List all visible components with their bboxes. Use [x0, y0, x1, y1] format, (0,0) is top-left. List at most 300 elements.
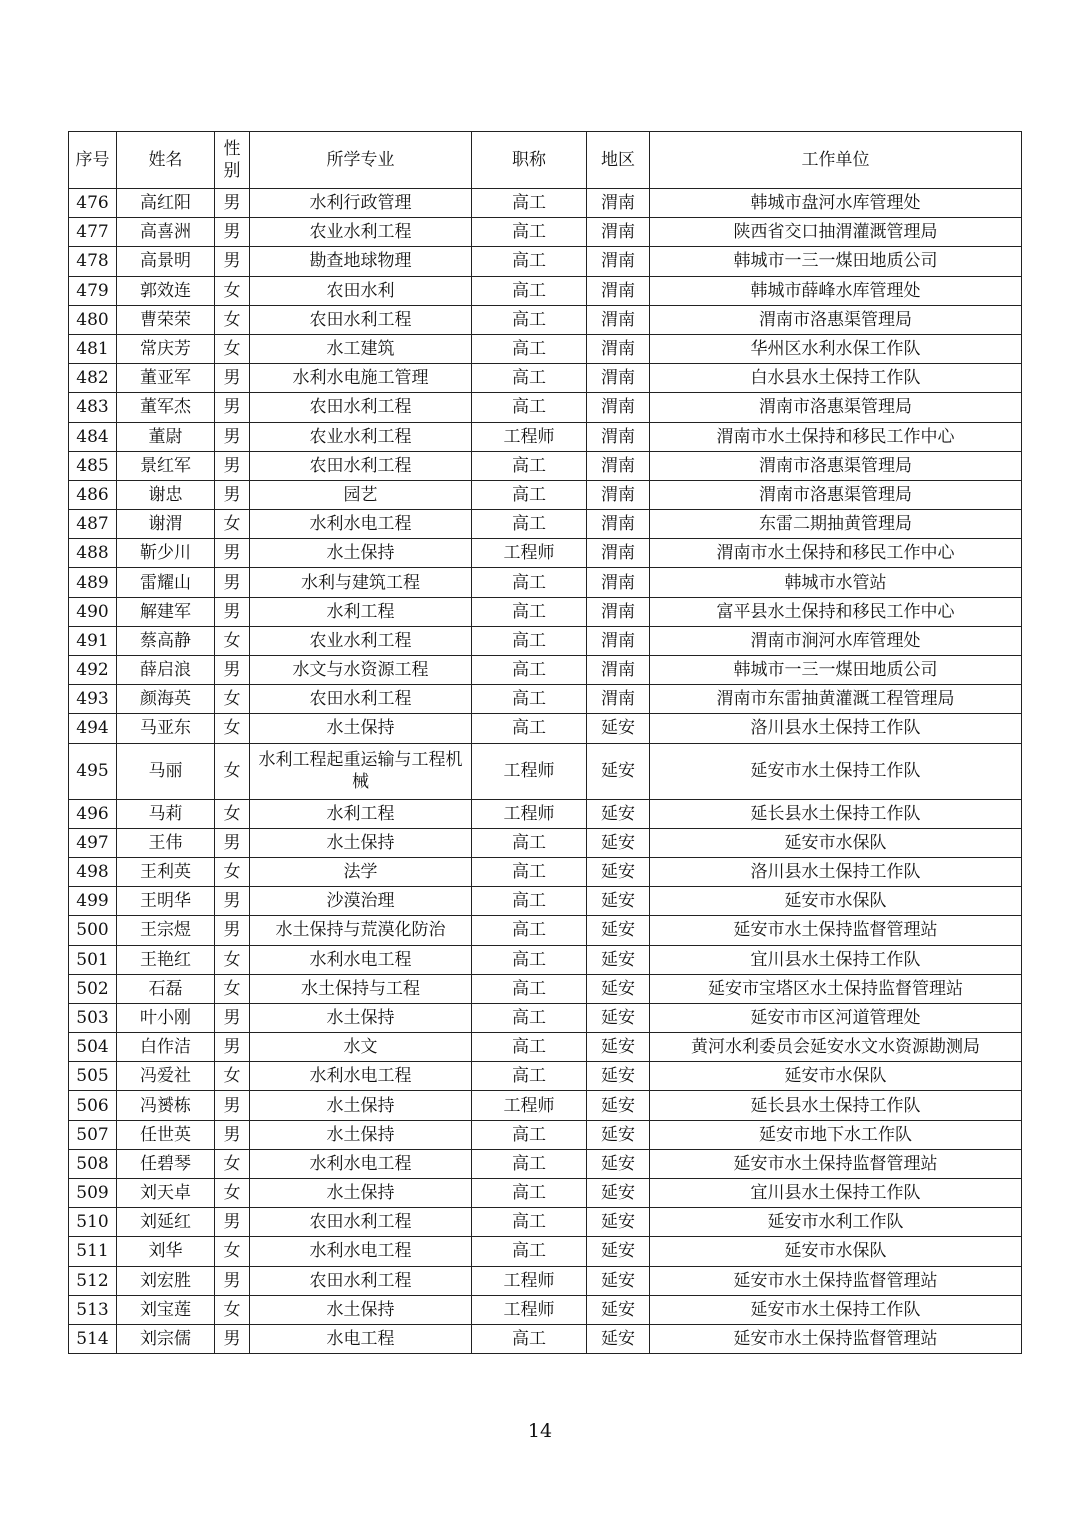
cell-seq: 497: [69, 828, 117, 857]
cell-gender: 男: [215, 656, 250, 685]
cell-name: 董亚军: [117, 364, 215, 393]
cell-name: 高喜洲: [117, 218, 215, 247]
cell-employer: 渭南市水土保持和移民工作中心: [650, 539, 1022, 568]
cell-title: 高工: [472, 480, 587, 509]
cell-title: 高工: [472, 1208, 587, 1237]
cell-region: 渭南: [587, 305, 650, 334]
cell-title: 工程师: [472, 422, 587, 451]
cell-major: 水土保持: [250, 1295, 472, 1324]
cell-employer: 延安市地下水工作队: [650, 1120, 1022, 1149]
cell-title: 工程师: [472, 743, 587, 799]
cell-title: 工程师: [472, 539, 587, 568]
table-row: [69, 568, 1022, 597]
cell-major: 农田水利工程: [250, 685, 472, 714]
cell-gender: 男: [215, 887, 250, 916]
cell-title: 高工: [472, 393, 587, 422]
cell-employer: 延安市水保队: [650, 1237, 1022, 1266]
cell-employer: 韩城市一三一煤田地质公司: [650, 247, 1022, 276]
cell-major: 水文: [250, 1033, 472, 1062]
cell-employer: 韩城市一三一煤田地质公司: [650, 656, 1022, 685]
cell-region: 渭南: [587, 247, 650, 276]
table-row: [69, 743, 1022, 799]
cell-seq: 483: [69, 393, 117, 422]
cell-title: 高工: [472, 656, 587, 685]
cell-gender: 女: [215, 1149, 250, 1178]
table-row: [69, 1091, 1022, 1120]
cell-region: 渭南: [587, 218, 650, 247]
table-row: [69, 1179, 1022, 1208]
cell-employer: 延安市水保队: [650, 887, 1022, 916]
cell-name: 高红阳: [117, 189, 215, 218]
cell-gender: 男: [215, 1091, 250, 1120]
cell-name: 刘宏胜: [117, 1266, 215, 1295]
table-row: [69, 189, 1022, 218]
table-row: [69, 247, 1022, 276]
cell-title: 高工: [472, 451, 587, 480]
cell-employer: 延长县水土保持工作队: [650, 799, 1022, 828]
header-major: 所学专业: [250, 132, 472, 189]
cell-title: 高工: [472, 189, 587, 218]
cell-major: 农田水利工程: [250, 451, 472, 480]
cell-region: 渭南: [587, 189, 650, 218]
cell-employer: 延安市水土保持监督管理站: [650, 1266, 1022, 1295]
cell-seq: 506: [69, 1091, 117, 1120]
cell-seq: 484: [69, 422, 117, 451]
cell-major: 水土保持: [250, 714, 472, 743]
cell-name: 郭效连: [117, 276, 215, 305]
cell-region: 渭南: [587, 597, 650, 626]
header-employer: 工作单位: [650, 132, 1022, 189]
header-name: 姓名: [117, 132, 215, 189]
table-row: [69, 276, 1022, 305]
cell-title: 高工: [472, 714, 587, 743]
cell-region: 延安: [587, 1033, 650, 1062]
cell-seq: 480: [69, 305, 117, 334]
cell-name: 马莉: [117, 799, 215, 828]
cell-major: 水利水电工程: [250, 945, 472, 974]
cell-gender: 女: [215, 1062, 250, 1091]
cell-gender: 男: [215, 1120, 250, 1149]
cell-seq: 489: [69, 568, 117, 597]
cell-name: 蔡高静: [117, 626, 215, 655]
cell-name: 颜海英: [117, 685, 215, 714]
cell-name: 刘宗儒: [117, 1324, 215, 1353]
cell-gender: 男: [215, 1266, 250, 1295]
cell-region: 延安: [587, 945, 650, 974]
cell-name: 王明华: [117, 887, 215, 916]
cell-employer: 渭南市洛惠渠管理局: [650, 305, 1022, 334]
cell-major: 农业水利工程: [250, 218, 472, 247]
cell-gender: 男: [215, 393, 250, 422]
table-row: [69, 364, 1022, 393]
cell-region: 延安: [587, 1324, 650, 1353]
cell-seq: 501: [69, 945, 117, 974]
header-region: 地区: [587, 132, 650, 189]
cell-gender: 男: [215, 364, 250, 393]
cell-seq: 512: [69, 1266, 117, 1295]
cell-seq: 476: [69, 189, 117, 218]
cell-title: 高工: [472, 364, 587, 393]
cell-gender: 男: [215, 218, 250, 247]
cell-name: 叶小刚: [117, 1003, 215, 1032]
cell-region: 渭南: [587, 276, 650, 305]
cell-name: 刘宝莲: [117, 1295, 215, 1324]
cell-major: 水利工程起重运输与工程机械: [250, 743, 472, 799]
cell-employer: 华州区水利水保工作队: [650, 334, 1022, 363]
table-row: [69, 857, 1022, 886]
cell-employer: 韩城市盘河水库管理处: [650, 189, 1022, 218]
cell-seq: 493: [69, 685, 117, 714]
cell-title: 高工: [472, 1062, 587, 1091]
cell-title: 工程师: [472, 1266, 587, 1295]
table-row: [69, 945, 1022, 974]
cell-name: 景红军: [117, 451, 215, 480]
cell-name: 谢渭: [117, 510, 215, 539]
cell-name: 冯赟栋: [117, 1091, 215, 1120]
cell-employer: 延安市市区河道管理处: [650, 1003, 1022, 1032]
cell-major: 水利水电工程: [250, 1237, 472, 1266]
cell-name: 石磊: [117, 974, 215, 1003]
cell-name: 雷耀山: [117, 568, 215, 597]
cell-employer: 渭南市洛惠渠管理局: [650, 480, 1022, 509]
cell-name: 王艳红: [117, 945, 215, 974]
table-row: [69, 334, 1022, 363]
cell-title: 工程师: [472, 799, 587, 828]
cell-name: 王宗煜: [117, 916, 215, 945]
cell-title: 工程师: [472, 1295, 587, 1324]
table-row: [69, 1208, 1022, 1237]
table-row: [69, 799, 1022, 828]
cell-gender: 女: [215, 857, 250, 886]
cell-region: 渭南: [587, 510, 650, 539]
cell-major: 水利工程: [250, 799, 472, 828]
cell-major: 水土保持: [250, 539, 472, 568]
cell-gender: 女: [215, 626, 250, 655]
cell-major: 水土保持: [250, 1120, 472, 1149]
cell-employer: 延安市水土保持监督管理站: [650, 1149, 1022, 1178]
cell-region: 延安: [587, 1120, 650, 1149]
cell-seq: 502: [69, 974, 117, 1003]
cell-seq: 498: [69, 857, 117, 886]
cell-gender: 男: [215, 480, 250, 509]
table-row: [69, 828, 1022, 857]
table-row: [69, 305, 1022, 334]
table-row: [69, 218, 1022, 247]
cell-gender: 男: [215, 451, 250, 480]
cell-name: 高景明: [117, 247, 215, 276]
cell-gender: 女: [215, 974, 250, 1003]
cell-name: 任世英: [117, 1120, 215, 1149]
cell-region: 渭南: [587, 656, 650, 685]
cell-seq: 492: [69, 656, 117, 685]
cell-name: 谢忠: [117, 480, 215, 509]
table-row: [69, 451, 1022, 480]
cell-region: 延安: [587, 1149, 650, 1178]
cell-title: 高工: [472, 1149, 587, 1178]
cell-name: 刘天卓: [117, 1179, 215, 1208]
cell-region: 渭南: [587, 364, 650, 393]
cell-employer: 延安市水土保持监督管理站: [650, 916, 1022, 945]
cell-title: 高工: [472, 626, 587, 655]
cell-region: 渭南: [587, 451, 650, 480]
cell-seq: 510: [69, 1208, 117, 1237]
cell-gender: 男: [215, 568, 250, 597]
cell-employer: 渭南市水土保持和移民工作中心: [650, 422, 1022, 451]
table-row: [69, 1033, 1022, 1062]
cell-employer: 陕西省交口抽渭灌溉管理局: [650, 218, 1022, 247]
table-row: [69, 539, 1022, 568]
header-seq: 序号: [69, 132, 117, 189]
cell-seq: 485: [69, 451, 117, 480]
cell-region: 延安: [587, 1266, 650, 1295]
cell-employer: 韩城市水管站: [650, 568, 1022, 597]
cell-employer: 渭南市东雷抽黄灌溉工程管理局: [650, 685, 1022, 714]
table-row: [69, 1003, 1022, 1032]
page-number: 14: [527, 1420, 553, 1442]
cell-gender: 女: [215, 1295, 250, 1324]
table-row: [69, 916, 1022, 945]
cell-title: 高工: [472, 597, 587, 626]
table-row: [69, 1120, 1022, 1149]
table-row: [69, 510, 1022, 539]
roster-body: [69, 189, 1022, 1354]
cell-gender: 男: [215, 916, 250, 945]
cell-title: 高工: [472, 247, 587, 276]
cell-major: 农业水利工程: [250, 422, 472, 451]
header-row: [69, 132, 1022, 189]
cell-title: 高工: [472, 218, 587, 247]
cell-gender: 女: [215, 334, 250, 363]
cell-name: 王利英: [117, 857, 215, 886]
cell-name: 任碧琴: [117, 1149, 215, 1178]
cell-name: 常庆芳: [117, 334, 215, 363]
cell-region: 延安: [587, 857, 650, 886]
cell-major: 农田水利工程: [250, 305, 472, 334]
cell-employer: 延安市水土保持监督管理站: [650, 1324, 1022, 1353]
cell-seq: 508: [69, 1149, 117, 1178]
cell-seq: 482: [69, 364, 117, 393]
cell-region: 延安: [587, 743, 650, 799]
cell-region: 延安: [587, 916, 650, 945]
cell-title: 高工: [472, 1237, 587, 1266]
cell-major: 农田水利工程: [250, 1208, 472, 1237]
cell-gender: 女: [215, 510, 250, 539]
cell-employer: 宜川县水土保持工作队: [650, 1179, 1022, 1208]
cell-region: 延安: [587, 1179, 650, 1208]
cell-region: 渭南: [587, 393, 650, 422]
cell-major: 农业水利工程: [250, 626, 472, 655]
table-row: [69, 626, 1022, 655]
cell-major: 农田水利: [250, 276, 472, 305]
cell-major: 水文与水资源工程: [250, 656, 472, 685]
cell-major: 水利水电工程: [250, 1062, 472, 1091]
cell-major: 水土保持: [250, 1003, 472, 1032]
cell-employer: 白水县水土保持工作队: [650, 364, 1022, 393]
cell-title: 高工: [472, 828, 587, 857]
cell-name: 马亚东: [117, 714, 215, 743]
table-row: [69, 1237, 1022, 1266]
table-row: [69, 1062, 1022, 1091]
cell-employer: 黄河水利委员会延安水文水资源勘测局: [650, 1033, 1022, 1062]
cell-seq: 495: [69, 743, 117, 799]
cell-region: 延安: [587, 799, 650, 828]
cell-region: 渭南: [587, 480, 650, 509]
cell-major: 水电工程: [250, 1324, 472, 1353]
cell-name: 解建军: [117, 597, 215, 626]
cell-seq: 496: [69, 799, 117, 828]
cell-major: 水利水电施工管理: [250, 364, 472, 393]
table-row: [69, 597, 1022, 626]
table-row: [69, 887, 1022, 916]
cell-major: 农田水利工程: [250, 393, 472, 422]
cell-seq: 491: [69, 626, 117, 655]
cell-gender: 男: [215, 1324, 250, 1353]
cell-major: 水利水电工程: [250, 510, 472, 539]
cell-seq: 490: [69, 597, 117, 626]
cell-major: 水利工程: [250, 597, 472, 626]
cell-employer: 宜川县水土保持工作队: [650, 945, 1022, 974]
cell-title: 高工: [472, 1003, 587, 1032]
cell-name: 刘华: [117, 1237, 215, 1266]
cell-gender: 男: [215, 189, 250, 218]
cell-title: 高工: [472, 1120, 587, 1149]
cell-region: 渭南: [587, 334, 650, 363]
cell-employer: 富平县水土保持和移民工作中心: [650, 597, 1022, 626]
table-row: [69, 1149, 1022, 1178]
cell-name: 冯爱社: [117, 1062, 215, 1091]
cell-name: 刘延红: [117, 1208, 215, 1237]
cell-seq: 511: [69, 1237, 117, 1266]
cell-seq: 505: [69, 1062, 117, 1091]
cell-title: 高工: [472, 945, 587, 974]
cell-title: 高工: [472, 887, 587, 916]
table-row: [69, 656, 1022, 685]
table-row: [69, 393, 1022, 422]
cell-gender: 女: [215, 714, 250, 743]
cell-gender: 男: [215, 597, 250, 626]
cell-major: 法学: [250, 857, 472, 886]
cell-gender: 男: [215, 247, 250, 276]
cell-gender: 女: [215, 276, 250, 305]
cell-title: 高工: [472, 916, 587, 945]
cell-major: 水土保持: [250, 1179, 472, 1208]
cell-region: 渭南: [587, 422, 650, 451]
cell-employer: 延安市水土保持工作队: [650, 743, 1022, 799]
cell-title: 高工: [472, 974, 587, 1003]
cell-major: 水工建筑: [250, 334, 472, 363]
cell-title: 高工: [472, 685, 587, 714]
cell-employer: 洛川县水土保持工作队: [650, 857, 1022, 886]
cell-seq: 514: [69, 1324, 117, 1353]
cell-employer: 渭南市涧河水库管理处: [650, 626, 1022, 655]
cell-seq: 488: [69, 539, 117, 568]
cell-seq: 478: [69, 247, 117, 276]
cell-employer: 延安市水土保持工作队: [650, 1295, 1022, 1324]
cell-employer: 延安市水保队: [650, 1062, 1022, 1091]
cell-major: 水土保持与工程: [250, 974, 472, 1003]
header-gender: 性别: [215, 132, 250, 189]
cell-seq: 481: [69, 334, 117, 363]
cell-employer: 延长县水土保持工作队: [650, 1091, 1022, 1120]
cell-region: 渭南: [587, 568, 650, 597]
cell-gender: 男: [215, 828, 250, 857]
cell-seq: 494: [69, 714, 117, 743]
cell-region: 延安: [587, 887, 650, 916]
cell-name: 靳少川: [117, 539, 215, 568]
cell-major: 水土保持与荒漠化防治: [250, 916, 472, 945]
cell-gender: 女: [215, 1237, 250, 1266]
cell-region: 渭南: [587, 685, 650, 714]
header-title: 职称: [472, 132, 587, 189]
cell-major: 水利与建筑工程: [250, 568, 472, 597]
table-row: [69, 714, 1022, 743]
cell-seq: 479: [69, 276, 117, 305]
cell-employer: 渭南市洛惠渠管理局: [650, 393, 1022, 422]
cell-seq: 513: [69, 1295, 117, 1324]
cell-region: 延安: [587, 1208, 650, 1237]
cell-seq: 509: [69, 1179, 117, 1208]
cell-seq: 507: [69, 1120, 117, 1149]
cell-major: 勘查地球物理: [250, 247, 472, 276]
cell-name: 马丽: [117, 743, 215, 799]
cell-gender: 女: [215, 305, 250, 334]
table-row: [69, 1266, 1022, 1295]
cell-major: 水土保持: [250, 828, 472, 857]
cell-employer: 延安市水保队: [650, 828, 1022, 857]
cell-title: 高工: [472, 1179, 587, 1208]
cell-name: 王伟: [117, 828, 215, 857]
cell-name: 董尉: [117, 422, 215, 451]
table-row: [69, 685, 1022, 714]
cell-seq: 486: [69, 480, 117, 509]
cell-gender: 男: [215, 539, 250, 568]
cell-title: 高工: [472, 1324, 587, 1353]
cell-employer: 延安市水利工作队: [650, 1208, 1022, 1237]
cell-gender: 男: [215, 1208, 250, 1237]
cell-gender: 女: [215, 1179, 250, 1208]
cell-gender: 女: [215, 743, 250, 799]
cell-title: 工程师: [472, 1091, 587, 1120]
cell-title: 高工: [472, 276, 587, 305]
cell-major: 园艺: [250, 480, 472, 509]
cell-gender: 女: [215, 685, 250, 714]
cell-seq: 499: [69, 887, 117, 916]
cell-name: 薛启浪: [117, 656, 215, 685]
cell-region: 渭南: [587, 626, 650, 655]
cell-region: 延安: [587, 974, 650, 1003]
cell-employer: 东雷二期抽黄管理局: [650, 510, 1022, 539]
cell-region: 延安: [587, 828, 650, 857]
cell-employer: 延安市宝塔区水土保持监督管理站: [650, 974, 1022, 1003]
cell-region: 延安: [587, 1237, 650, 1266]
cell-title: 高工: [472, 857, 587, 886]
cell-gender: 女: [215, 799, 250, 828]
cell-name: 董军杰: [117, 393, 215, 422]
cell-title: 高工: [472, 1033, 587, 1062]
roster-table: [68, 131, 1022, 1354]
table-row: [69, 422, 1022, 451]
cell-employer: 渭南市洛惠渠管理局: [650, 451, 1022, 480]
table-row: [69, 974, 1022, 1003]
cell-seq: 503: [69, 1003, 117, 1032]
cell-major: 水利水电工程: [250, 1149, 472, 1178]
table-row: [69, 1295, 1022, 1324]
cell-seq: 500: [69, 916, 117, 945]
cell-title: 高工: [472, 510, 587, 539]
cell-title: 高工: [472, 568, 587, 597]
cell-region: 延安: [587, 1091, 650, 1120]
cell-region: 延安: [587, 1062, 650, 1091]
